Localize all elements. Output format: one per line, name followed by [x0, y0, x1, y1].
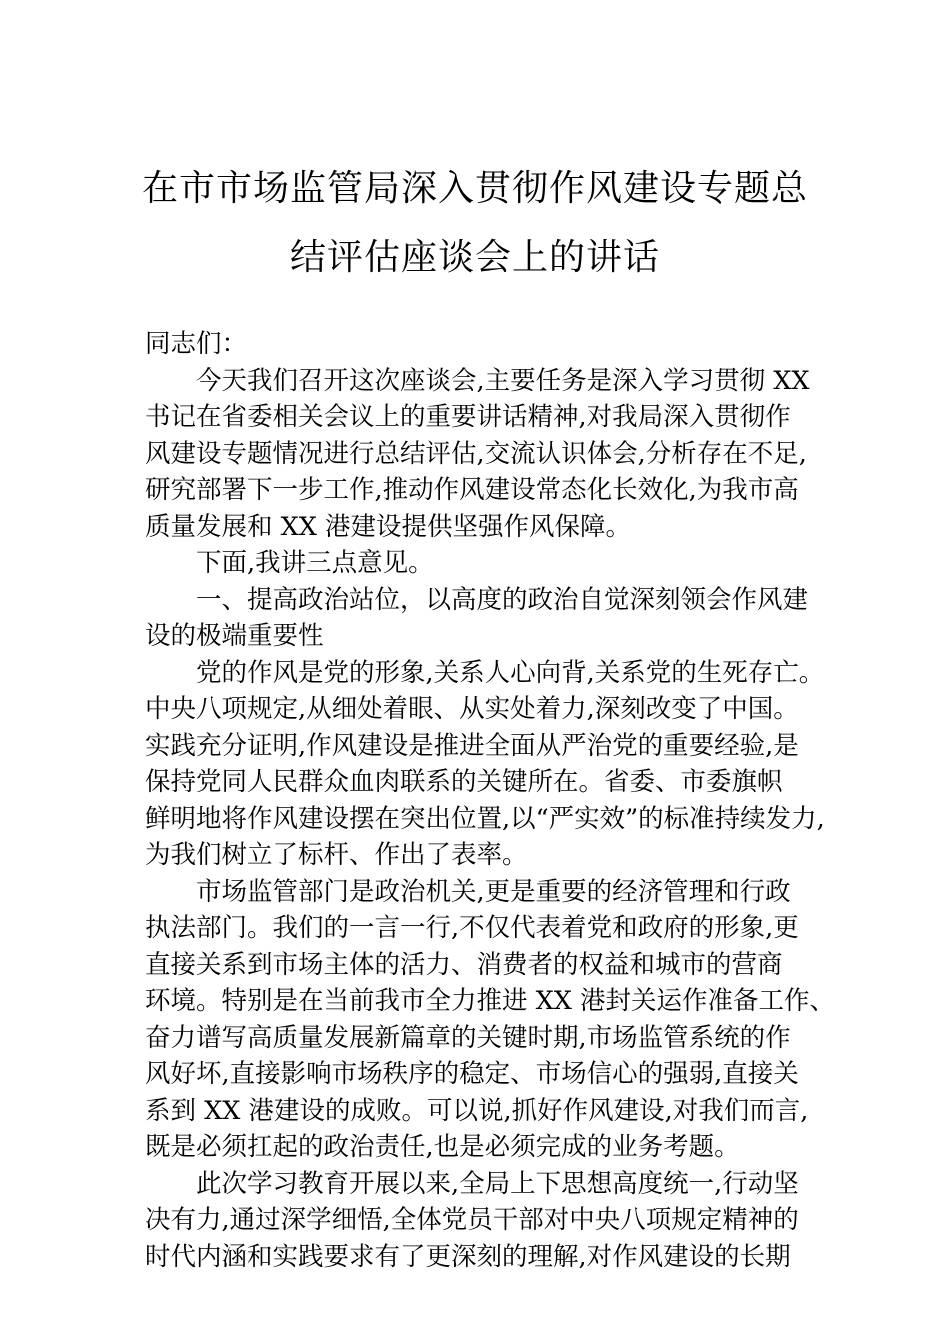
paragraph-line: 直接关系到市场主体的活力、消费者的权益和城市的营商 [145, 949, 783, 980]
paragraph-line: 保持党同人民群众血肉联系的关键所在。省委、市委旗帜 [145, 767, 783, 797]
paragraph-line: 系到 XX 港建设的成败。可以说,抓好作风建设,对我们而言, [145, 1095, 809, 1126]
paragraph-line: 风建设专题情况进行总结评估,交流认识体会,分析存在不足, [145, 438, 807, 469]
document-body [145, 326, 836, 1275]
paragraph-line: 书记在省委相关会议上的重要讲话精神,对我局深入贯彻作 [145, 402, 791, 432]
paragraph-line: 中央八项规定,从细处着眼、从实处着力,深刻改变了中国。 [145, 694, 799, 724]
section-heading: 设的极端重要性 [145, 621, 324, 651]
document-title-line-1: 在市市场监管局深入贯彻作风建设专题总 [141, 168, 808, 209]
paragraph-line: 为我们树立了标杆、作出了表率。 [145, 840, 528, 870]
paragraph-line: 质量发展和 XX 港建设提供坚强作风保障。 [145, 511, 632, 542]
paragraph-line: 决有力,通过深学细悟,全体党员干部对中央八项规定精神的 [145, 1205, 799, 1235]
paragraph-line: 今天我们召开这次座谈会,主要任务是深入学习贯彻 XX [196, 365, 810, 396]
salutation: 同志们： [145, 329, 248, 359]
paragraph-line: 风好坏,直接影响市场秩序的稳定、市场信心的强弱,直接关 [145, 1059, 799, 1089]
paragraph-line: 执法部门。我们的一言一行,不仅代表着党和政府的形象,更 [145, 913, 799, 943]
paragraph-line: 市场监管部门是政治机关,更是重要的经济管理和行政 [196, 876, 791, 907]
paragraph-line: 党的作风是党的形象,关系人心向背,关系党的生死存亡。 [196, 657, 825, 688]
paragraph-line: 环境。特别是在当前我市全力推进 XX 港封关运作准备工作、 [145, 986, 836, 1016]
paragraph-line: 鲜明地将作风建设摆在突出位置,以“严实效”的标准持续发力, [145, 803, 825, 834]
paragraph-line: 既是必须扛起的政治责任,也是必须完成的业务考题。 [145, 1132, 740, 1162]
document-title-line-2: 结评估座谈会上的讲话 [289, 237, 660, 278]
paragraph-line: 实践充分证明,作风建设是推进全面从严治党的重要经验,是 [145, 730, 799, 761]
paragraph-line: 此次学习教育开展以来,全局上下思想高度统一,行动坚 [196, 1168, 799, 1199]
paragraph-line: 时代内涵和实践要求有了更深刻的理解,对作风建设的长期 [145, 1241, 791, 1272]
paragraph-line: 奋力谱写高质量发展新篇章的关键时期,市场监管系统的作 [145, 1022, 791, 1053]
paragraph-line: 下面,我讲三点意见。 [196, 548, 434, 578]
paragraph-line: 研究部署下一步工作,推动作风建设常态化长效化,为我市高 [145, 475, 799, 505]
section-heading: 一、提高政治站位，以高度的政治自觉深刻领会作风建 [196, 584, 809, 615]
